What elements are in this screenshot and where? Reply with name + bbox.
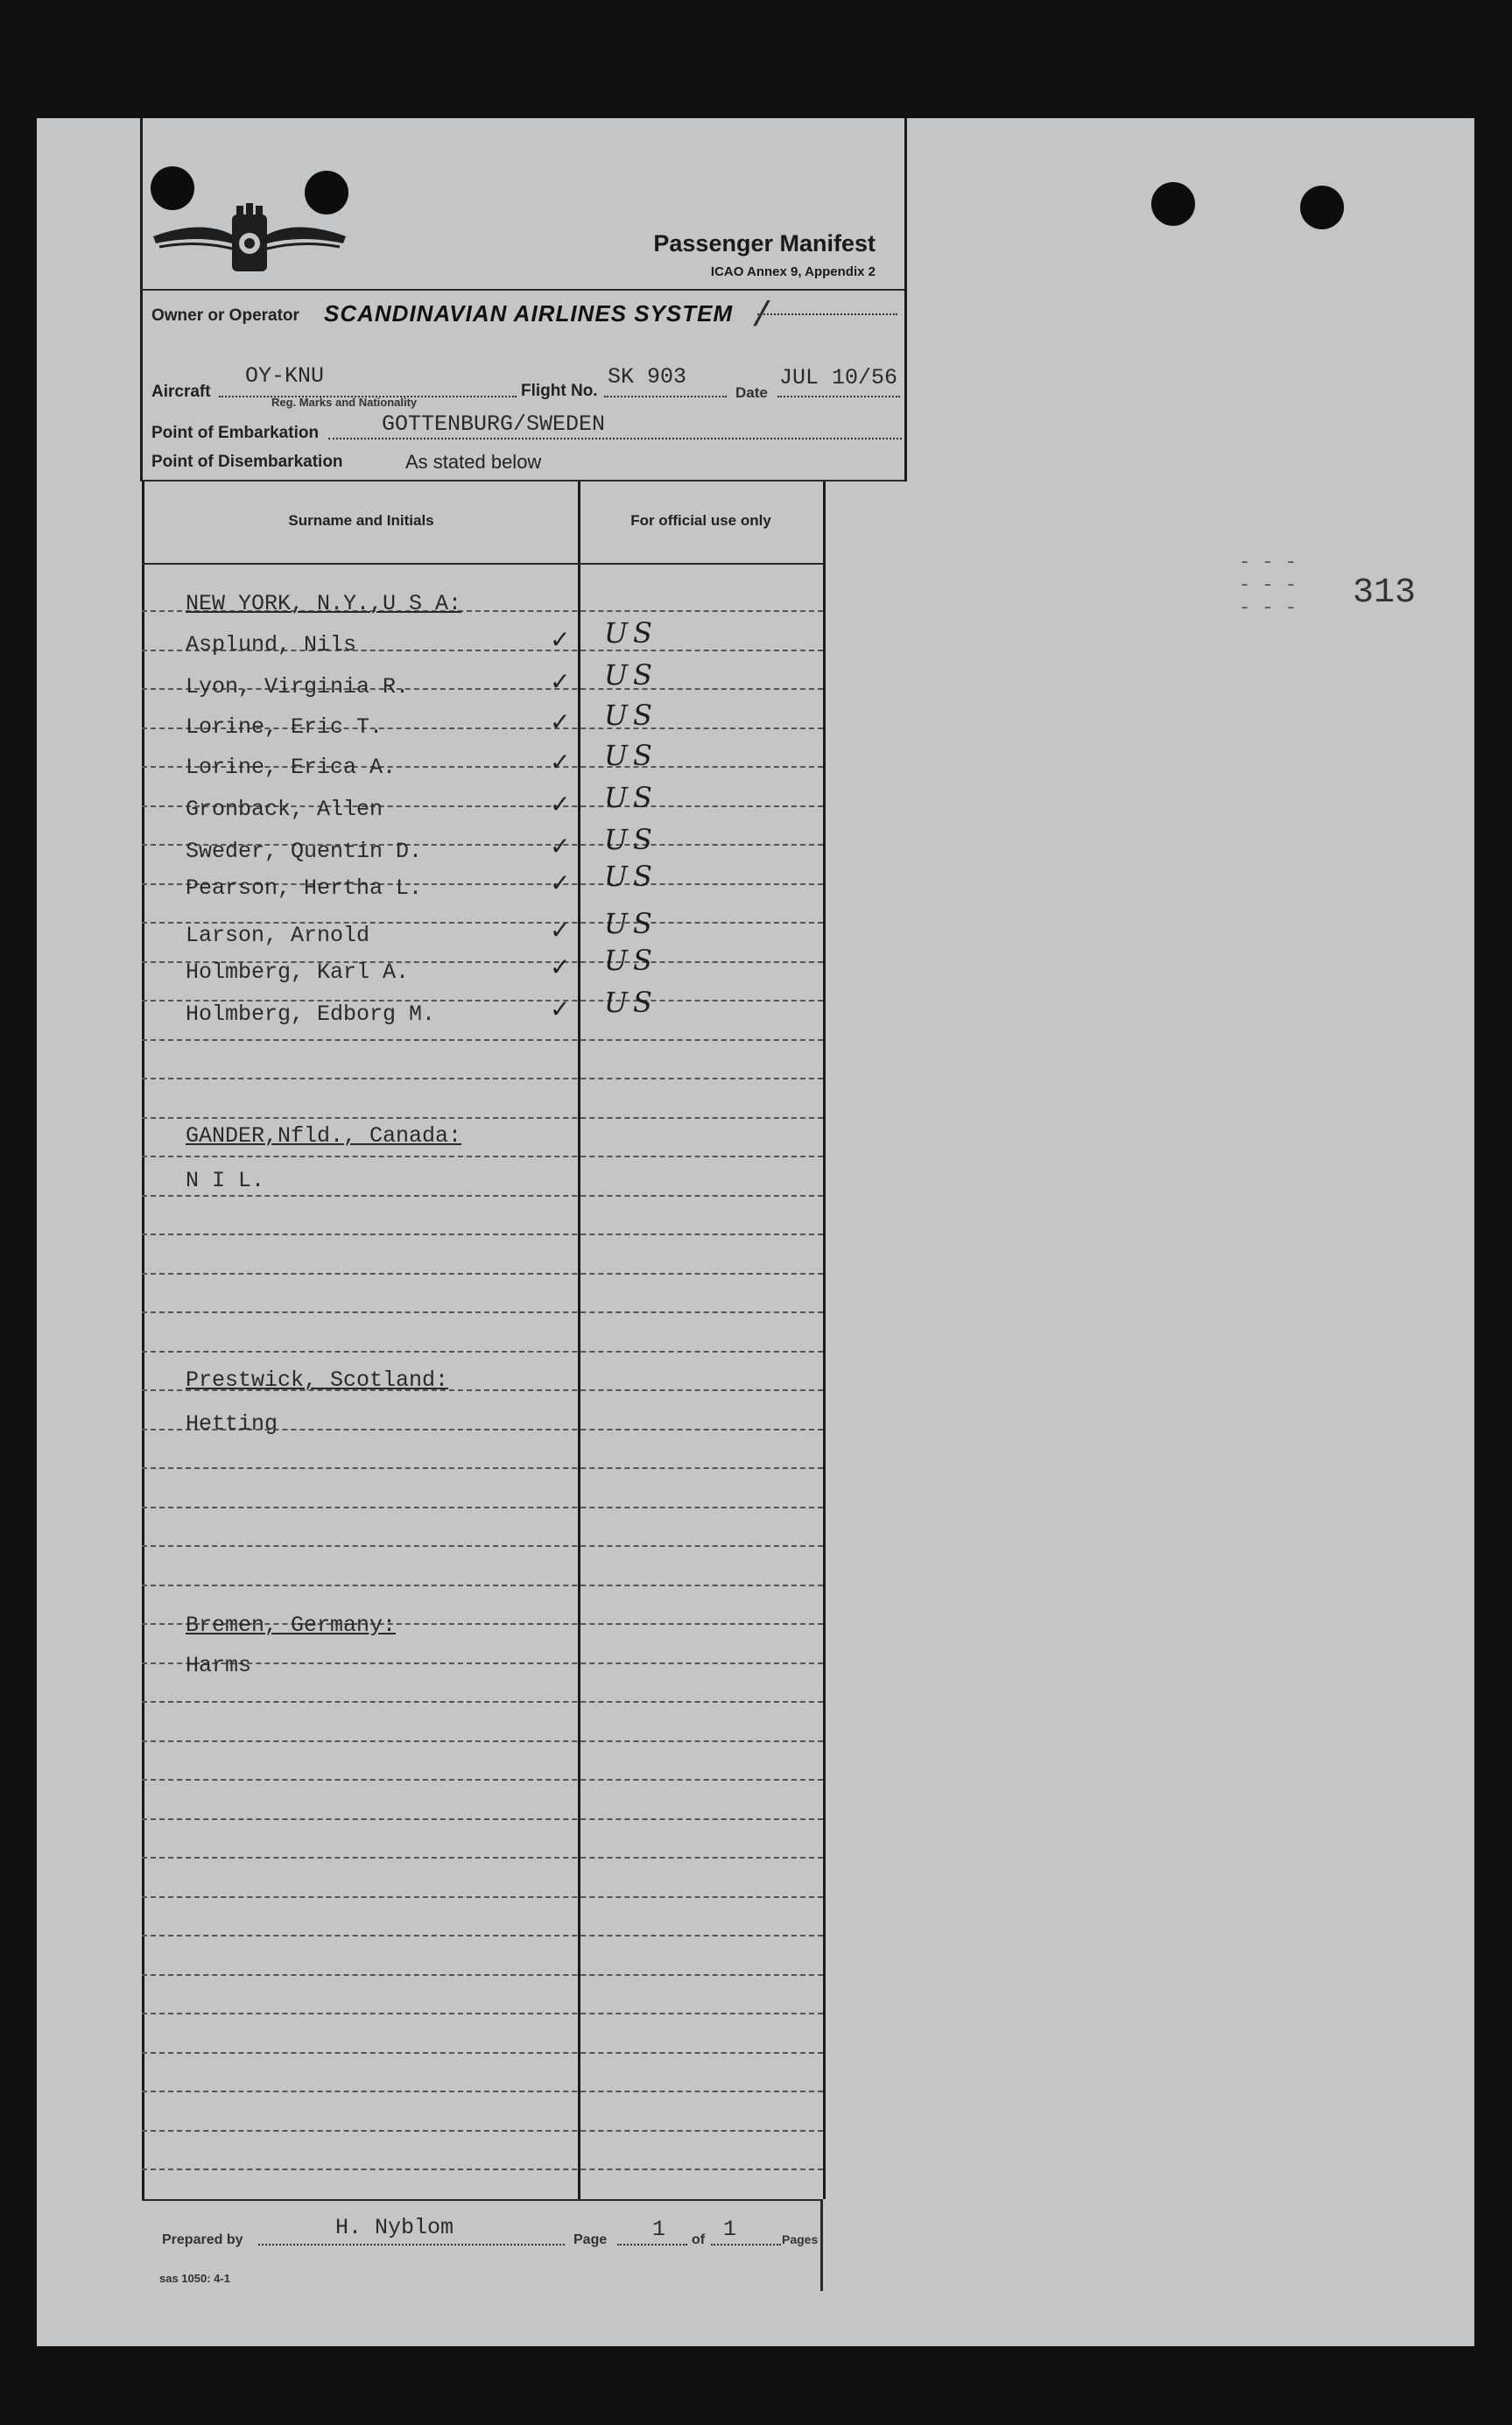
passenger-name: Asplund, Nils bbox=[186, 632, 357, 657]
prepared-dotline bbox=[258, 2244, 565, 2246]
row-line bbox=[142, 1311, 823, 1313]
official-mark: US bbox=[604, 944, 658, 977]
prepared-label: Prepared by bbox=[162, 2232, 243, 2247]
row-line bbox=[142, 2091, 823, 2092]
check-mark-icon: ✓ bbox=[550, 790, 571, 819]
check-mark-icon: ✓ bbox=[550, 667, 571, 696]
table-bottom-line bbox=[142, 2199, 823, 2201]
row-line bbox=[142, 1351, 823, 1353]
embark-dotline bbox=[328, 438, 902, 439]
official-mark: US bbox=[604, 860, 658, 893]
row-line bbox=[142, 1779, 823, 1781]
row-line bbox=[142, 1078, 823, 1079]
row-line bbox=[142, 1740, 823, 1742]
passenger-name: Larson, Arnold bbox=[186, 923, 370, 948]
form-subtitle: ICAO Annex 9, Appendix 2 bbox=[710, 264, 876, 279]
airline-logo-icon bbox=[149, 201, 350, 280]
row-line bbox=[142, 2130, 823, 2132]
row-line bbox=[142, 1273, 823, 1275]
official-mark: US bbox=[604, 986, 658, 1019]
of-label: of bbox=[692, 2232, 706, 2247]
row-line bbox=[142, 1896, 823, 1898]
passenger-name: Harms bbox=[186, 1653, 252, 1678]
disembark-value: As stated below bbox=[405, 451, 542, 473]
row-line bbox=[142, 1585, 823, 1586]
stamp-number: 313 bbox=[1353, 573, 1417, 613]
check-mark-icon: ✓ bbox=[550, 868, 571, 897]
row-line bbox=[142, 1117, 823, 1119]
col-header-official: For official use only bbox=[630, 512, 771, 529]
check-mark-icon: ✓ bbox=[550, 625, 571, 654]
row-line bbox=[142, 1195, 823, 1197]
row-line bbox=[142, 1818, 823, 1820]
embark-label: Point of Embarkation bbox=[151, 424, 320, 442]
aircraft-label: Aircraft bbox=[151, 383, 211, 401]
official-mark: US bbox=[604, 658, 658, 692]
form-code: sas 1050: 4-1 bbox=[159, 2272, 230, 2285]
passenger-name: Lorine, Eric T. bbox=[186, 714, 383, 740]
official-mark: US bbox=[604, 699, 658, 732]
flight-dotline bbox=[604, 396, 727, 397]
page-value: 1 bbox=[652, 2217, 666, 2242]
date-dotline bbox=[777, 396, 900, 397]
official-mark: US bbox=[604, 823, 658, 856]
date-label: Date bbox=[735, 384, 768, 401]
owner-mark: / bbox=[751, 298, 773, 337]
page-label: Page bbox=[573, 2232, 608, 2247]
disembark-label: Point of Disembarkation bbox=[151, 453, 343, 471]
form-title: Passenger Manifest bbox=[653, 230, 876, 257]
destination-heading: Bremen, Germany: bbox=[186, 1613, 397, 1638]
passenger-name: Holmberg, Edborg M. bbox=[186, 1002, 436, 1027]
official-mark: US bbox=[604, 616, 658, 650]
row-line bbox=[142, 1467, 823, 1469]
row-line bbox=[142, 1507, 823, 1508]
flight-label: Flight No. bbox=[521, 382, 598, 400]
passenger-name: Lorine, Erica A. bbox=[186, 755, 397, 780]
passenger-name: Lyon, Virginia R. bbox=[186, 674, 410, 699]
flight-value: SK 903 bbox=[608, 364, 687, 390]
col-header-surname: Surname and Initials bbox=[288, 512, 434, 529]
prepared-value: H. Nyblom bbox=[335, 2215, 454, 2240]
check-mark-icon: ✓ bbox=[550, 748, 571, 777]
row-line bbox=[142, 1857, 823, 1859]
check-mark-icon: ✓ bbox=[550, 916, 571, 945]
destination-heading: NEW YORK, N.Y.,U S A: bbox=[186, 591, 462, 616]
reg-marks-label: Reg. Marks and Nationality bbox=[271, 396, 418, 409]
of-value: 1 bbox=[723, 2217, 737, 2242]
passenger-name: Pearson, Hertha L. bbox=[186, 875, 423, 901]
passenger-name: Gronback, Allen bbox=[186, 797, 383, 822]
check-mark-icon: ✓ bbox=[550, 952, 571, 981]
pages-label: Pages bbox=[782, 2232, 819, 2246]
punch-hole-4 bbox=[1300, 186, 1344, 229]
margin-dashes: - - - - - - - - - bbox=[1239, 552, 1298, 619]
date-value: JUL 10/56 bbox=[779, 365, 898, 390]
destination-heading: GANDER,Nfld., Canada: bbox=[186, 1123, 462, 1149]
passenger-name: Sweder, Quentin D. bbox=[186, 839, 423, 864]
owner-value: SCANDINAVIAN AIRLINES SYSTEM bbox=[324, 300, 734, 327]
official-mark: US bbox=[604, 739, 658, 772]
row-line bbox=[142, 1701, 823, 1703]
row-line bbox=[142, 1156, 823, 1157]
row-line bbox=[142, 1545, 823, 1547]
destination-heading: Prestwick, Scotland: bbox=[186, 1367, 449, 1393]
owner-label: Owner or Operator bbox=[151, 306, 299, 325]
row-line bbox=[142, 1039, 823, 1041]
right-edge-tail bbox=[820, 2199, 823, 2291]
official-mark: US bbox=[604, 781, 658, 814]
check-mark-icon: ✓ bbox=[550, 832, 571, 861]
table-header-divider bbox=[142, 563, 823, 565]
embark-value: GOTTENBURG/SWEDEN bbox=[382, 411, 606, 437]
punch-hole-3 bbox=[1151, 182, 1195, 226]
row-line bbox=[142, 1234, 823, 1235]
column-divider bbox=[578, 481, 580, 2199]
owner-dotline bbox=[757, 313, 897, 315]
page-dotline bbox=[617, 2244, 687, 2246]
row-line bbox=[142, 1935, 823, 1936]
aircraft-value: OY-KNU bbox=[245, 363, 325, 389]
header-divider-top bbox=[140, 289, 904, 291]
official-mark: US bbox=[604, 907, 658, 940]
passenger-name: Hetting bbox=[186, 1411, 278, 1437]
row-line bbox=[142, 1974, 823, 1976]
check-mark-icon: ✓ bbox=[550, 707, 571, 736]
row-line bbox=[142, 2013, 823, 2014]
passenger-name: N I L. bbox=[186, 1168, 265, 1193]
row-line bbox=[142, 2168, 823, 2170]
row-line bbox=[142, 2052, 823, 2054]
passenger-name: Holmberg, Karl A. bbox=[186, 959, 410, 985]
check-mark-icon: ✓ bbox=[550, 995, 571, 1023]
of-dotline bbox=[711, 2244, 781, 2246]
